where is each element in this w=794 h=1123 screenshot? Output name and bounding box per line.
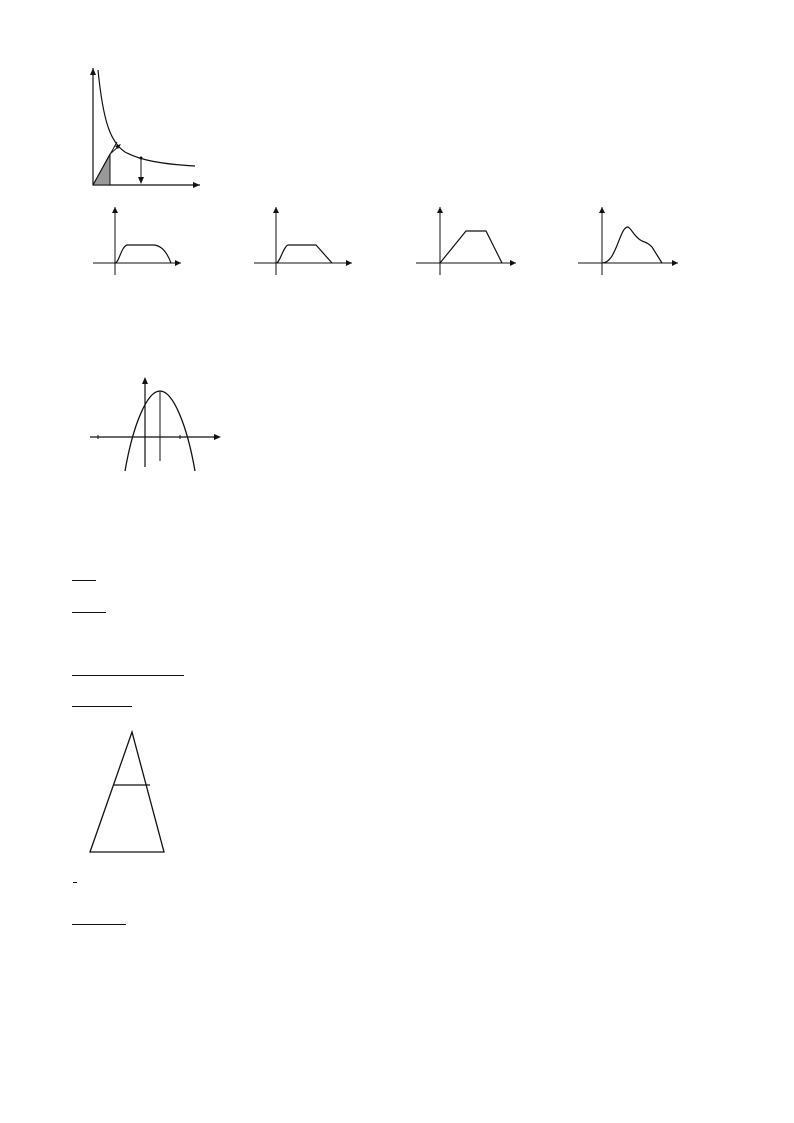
fraction-k-over-x: [73, 882, 77, 883]
q9-option-c-graph: [416, 203, 521, 278]
answer-blank[interactable]: [72, 600, 106, 613]
q13-line-2: [72, 663, 184, 681]
q11-stem: [72, 568, 96, 586]
q9-option-b-graph: [254, 203, 354, 278]
q9-option-a-graph: [93, 203, 183, 278]
q9-option-d-graph: [578, 203, 683, 278]
answer-blank[interactable]: [72, 568, 96, 581]
q10-option-c[interactable]: [396, 500, 404, 517]
q10-option-b[interactable]: [233, 500, 241, 517]
q12-stem: [72, 600, 106, 618]
q14-triangle-figure: [70, 720, 190, 865]
answer-blank[interactable]: [72, 912, 126, 925]
q15-line-2: [72, 912, 126, 930]
q9-main-figure: [70, 60, 210, 195]
triangle-abc: [90, 732, 164, 852]
q10-parabola-graph: [85, 375, 235, 475]
answer-blank[interactable]: [72, 694, 132, 707]
q15-line-1: [72, 874, 78, 891]
q10-option-d[interactable]: [558, 500, 566, 517]
q14-stem: [72, 694, 132, 712]
q10-option-a[interactable]: [72, 500, 80, 517]
answer-blank[interactable]: [72, 663, 184, 676]
